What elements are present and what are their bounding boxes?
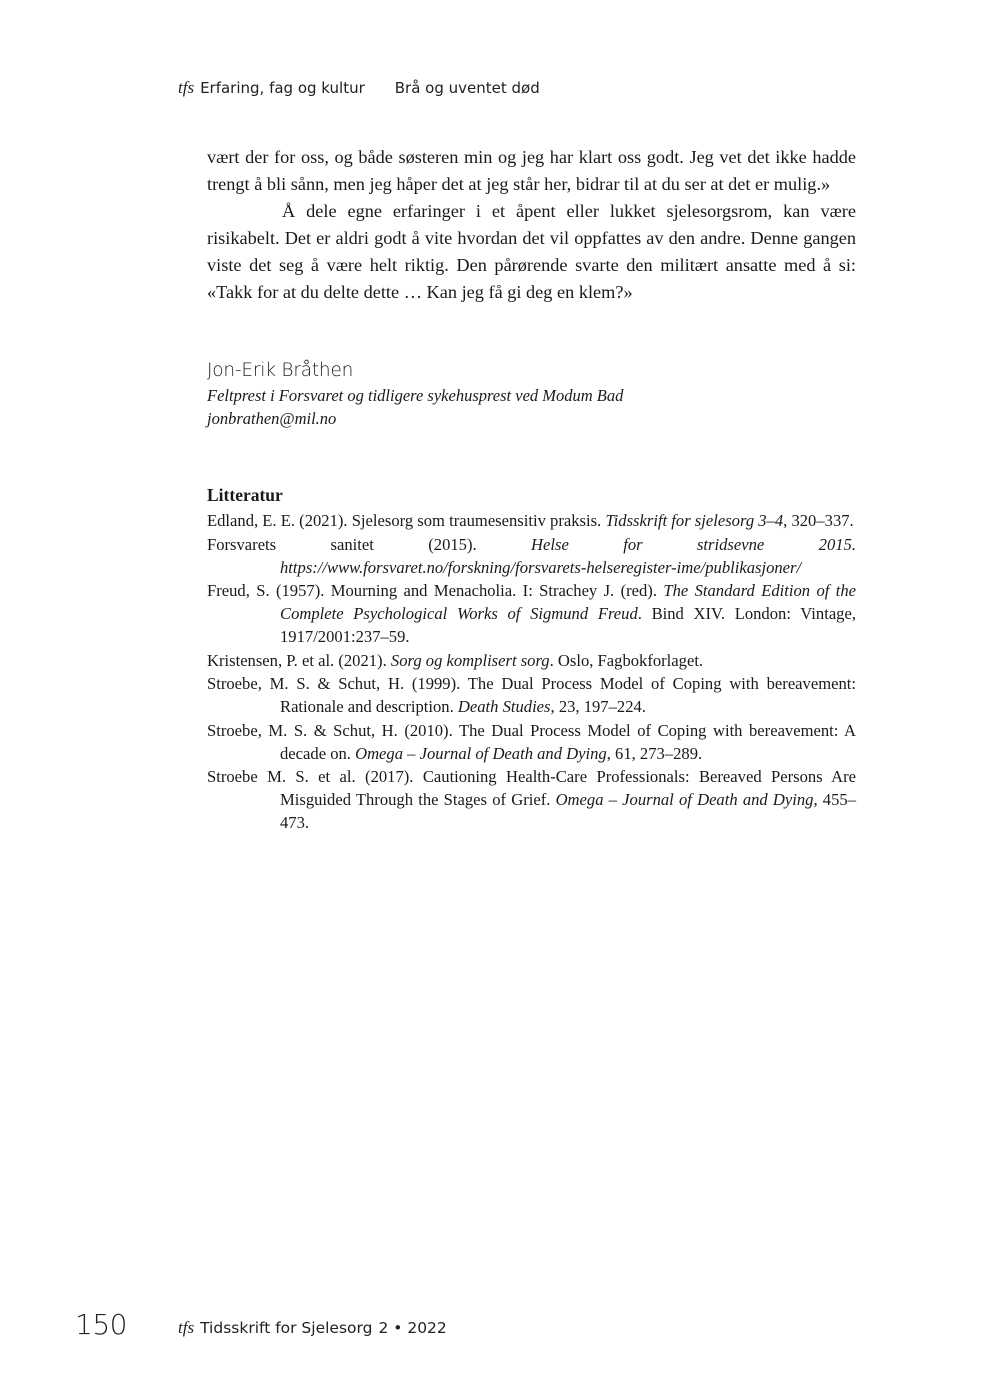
author-name: Jon-Erik Bråthen: [207, 360, 354, 381]
section-title: Erfaring, fag og kultur: [200, 79, 365, 97]
reference-item: [207, 533, 856, 579]
reference-text: , 61, 273–289.: [606, 743, 703, 763]
journal-logo: tfs: [178, 78, 195, 97]
author-email: jonbrathen@mil.no: [207, 409, 337, 428]
reference-item: [207, 765, 856, 834]
reference-title: Sorg og komplisert sorg: [390, 650, 550, 670]
running-head: [178, 78, 540, 98]
reference-text: Stroebe, M. S. & Schut, H. (2010). The Dual Process Model of Coping with bereavement: A decade on.: [207, 720, 856, 763]
reference-text: . Oslo, Fagbokforlaget.: [549, 650, 704, 670]
reference-text: . Bind XIV. London: Vintage, 1917/2001:237–59.: [280, 604, 856, 646]
reference-text: Kristensen, P. et al. (2021).: [207, 650, 391, 670]
reference-title: Tidsskrift for sjelesorg 3–4: [605, 511, 784, 530]
issue-number: 2 • 2022: [378, 1319, 447, 1337]
reference-title: Omega – Journal of Death and Dying: [355, 743, 607, 763]
reference-text: Edland, E. E. (2021). Sjelesorg som traumesensitiv praksis.: [207, 511, 606, 530]
journal-name: Tidsskrift for Sjelesorg: [200, 1319, 373, 1337]
article-body: [207, 144, 856, 306]
reference-item: [207, 579, 856, 648]
reference-text: Forsvarets sanitet (2015).: [207, 534, 532, 554]
paragraph: Å dele egne erfaringer i et åpent eller lukket sjelesorgsrom, kan være risikabelt. Det er aldri godt å vite hvordan det vil oppfattes av den andre. Denne gangen viste det seg å være helt riktig. Den pårørende svarte den militært ansatte med å si: «Takk for at du delte dette … Kan jeg få gi deg en klem?»: [207, 201, 856, 302]
paragraph: vært der for oss, og både søsteren min og jeg har klart oss godt. Jeg vet det ikke hadde trengt å bli sånn, men jeg håper det at jeg står her, bidrar til at du ser at det er mulig.»: [207, 147, 856, 194]
author-role: Feltprest i Forsvaret og tidligere sykehusprest ved Modum Bad: [207, 386, 624, 405]
reference-item: [207, 672, 856, 718]
reference-text: Freud, S. (1957). Mourning and Menacholia. I: Strachey J. (red).: [207, 581, 664, 600]
reference-item: [207, 649, 856, 672]
reference-item: [207, 509, 856, 532]
reference-title: Helse for stridsevne 2015. https://www.forsvaret.no/forskning/forsvarets-helseregister-ime/publikasjoner/: [280, 534, 856, 577]
page-number: 150: [75, 1308, 127, 1341]
reference-title: Omega – Journal of Death and Dying: [555, 790, 814, 809]
reference-text: Stroebe M. S. et al. (2017). Cautioning Health-Care Professionals: Bereaved Persons Are Misguided Through the Stages of Grief.: [207, 767, 856, 809]
reference-title: The Standard Edition of the Complete Psychological Works of Sigmund Freud: [280, 581, 856, 623]
reference-text: , 455–473.: [280, 790, 856, 832]
journal-logo: tfs: [178, 1318, 195, 1337]
author-block: [207, 358, 856, 430]
reference-text: Stroebe, M. S. & Schut, H. (1999). The Dual Process Model of Coping with bereavement: Rationale and description.: [207, 674, 856, 716]
references-heading: Litteratur: [207, 485, 283, 505]
reference-title: Death Studies: [457, 697, 551, 716]
reference-text: , 320–337.: [783, 511, 854, 530]
reference-text: , 23, 197–224.: [550, 697, 646, 716]
references-section: [207, 483, 856, 835]
page-footer: [75, 1308, 447, 1341]
reference-item: [207, 719, 856, 765]
reference-list: [207, 509, 856, 834]
journal-footer: [178, 1318, 447, 1338]
topic-title: Brå og uventet død: [394, 79, 540, 97]
